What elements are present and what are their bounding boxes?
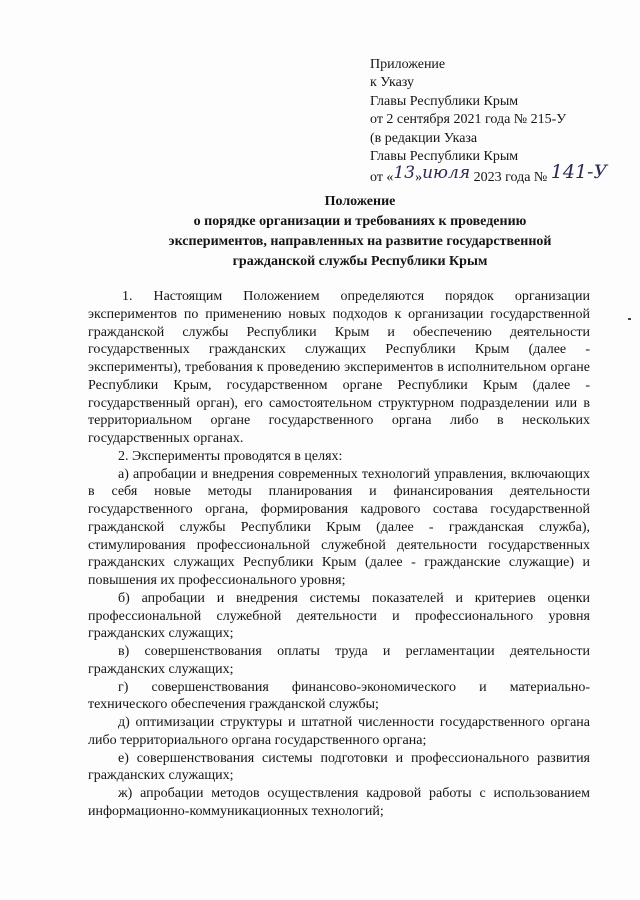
appendix-line: Главы Республики Крым [370,93,519,109]
appendix-line: Главы Республики Крым [370,149,519,165]
appendix-line: Приложение [370,57,446,72]
paragraph-2a: а) апробации и внедрения современных технологий управления, включающих в себя новые методы планирования и финансирования деятельности государственного органа, формирования кадрового состава государственной гражданской службы Республики Крым (далее - гражданская служба), стимулирования профессиональной служебной деятельности государственных гражданских служащих Республики Крым (далее - гражданские служащие) и повышения их профессионального уровня; [88,466,590,588]
paragraph-1: 1. Настоящим Положением определяются порядок организации экспериментов по применению новых подходов к организации государственной гражданской службы Республики Крым и обеспечению деятельности государственных гражданских служащих Республики Крым (далее - эксперименты), требования к проведению экспериментов в исполнительном органе Республики Крым, государственном органе Республики Крым (далее - государственный орган), его самостоятельном структурном подразделении или в территориальном органе государственного органа либо в нескольких государственных органах. [88,289,590,446]
appendix-line: (в редакции Указа [370,130,478,146]
paragraph-2b: б) апробации и внедрения системы показателей и критериев оценки профессиональной служебной деятельности и профессионального уровня гражданских служащих; [88,590,590,642]
title-line: о порядке организации и требованиях к проведению [193,214,527,229]
paragraph-2d: д) оптимизации структуры и штатной численности государственного органа либо территориального органа государственного органа; [88,715,590,748]
amendment-date-line [370,161,630,187]
amendment-year: 2023 года № [470,170,548,186]
handwritten-day: 13 [393,163,416,184]
title-line: Положение [324,194,396,209]
appendix-line: к Указу [370,75,415,91]
title-line: экспериментов, направленных на развитие государственной [168,234,552,249]
appendix-line: от 2 сентября 2021 года № 215-У [370,112,567,128]
document-title [90,192,630,272]
paragraph-2g: г) совершенствования финансово-экономического и материально-технического обеспечения гражданской службы; [88,679,590,713]
amendment-quote: » [415,170,423,186]
paragraph-2v: в) совершенствования оплаты труда и регламентации деятельности гражданских служащих; [88,644,590,677]
paragraph-2: 2. Эксперименты проводятся в целях: [118,448,343,464]
appendix-header [370,56,630,188]
scan-artifact [628,318,631,320]
document-body [88,288,590,821]
handwritten-month: июля [422,163,471,184]
handwritten-number: 141-У [550,161,608,184]
amendment-prefix: от « [370,170,394,186]
paragraph-2zh: ж) апробации методов осуществления кадровой работы с использованием информационно-коммуникационных технологий; [88,786,590,819]
title-line: гражданской службы Республики Крым [232,254,488,269]
paragraph-2e: е) совершенствования системы подготовки и профессионального развития гражданских служащих; [88,750,590,784]
